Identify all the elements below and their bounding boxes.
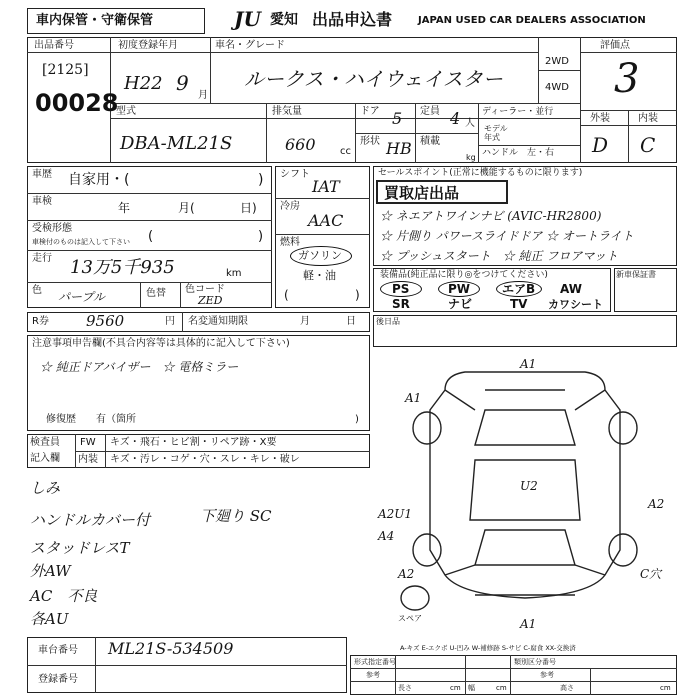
first-reg-label: 初度登録年月 <box>118 40 178 51</box>
stamp-text: 買取店出品 <box>384 184 460 202</box>
damage-mark-right-rear: C穴 <box>640 567 662 581</box>
damage-mark-left-door: A2U1 <box>378 507 413 521</box>
mileage-label: 走行 <box>32 253 52 264</box>
car-name-value: ルークス・ハイウェイスター <box>244 67 503 91</box>
model-value: DBA-ML21S <box>120 133 233 154</box>
storage-label: 車内保管・守衛保管 <box>36 13 154 28</box>
color-value: パープル <box>58 290 105 304</box>
car-history-label: 車歴 <box>32 169 52 180</box>
interior-check-items: キズ・汚レ・コゲ・穴・スレ・キレ・破レ <box>110 454 300 465</box>
car-history-close: ) <box>258 172 264 188</box>
after-items-label: 後日品 <box>376 317 400 326</box>
month-suffix: 月 <box>198 90 208 101</box>
equip-sr: SR <box>392 297 410 311</box>
color-code-value: ZED <box>198 294 223 307</box>
inspection-day: 日) <box>240 201 257 215</box>
dealer-label: ディーラー・並行 <box>482 107 554 117</box>
receipt-open: ( <box>148 229 154 244</box>
damage-mark-left-bottom: A2 <box>398 567 415 581</box>
caution-values: ☆ 純正ドアバイザー ☆ 電格ミラー <box>40 360 239 374</box>
repair-close: ) <box>355 414 359 425</box>
lot-label: 出品番号 <box>34 40 74 51</box>
interior-check-label: 内装 <box>78 454 98 465</box>
displacement-value: 660 <box>285 135 316 154</box>
two-wd: 2WD <box>545 56 569 67</box>
fuel-other-close: ) <box>355 288 360 302</box>
sales-point-2: ☆ 片側り パワースライドドア ☆ オートライト <box>380 229 634 243</box>
equip-tv: TV <box>510 297 528 311</box>
damage-mark-front: A1 <box>520 357 537 371</box>
damage-mark-left-front: A1 <box>405 391 422 405</box>
cc-unit: cc <box>340 146 351 157</box>
fw-items: キズ・飛石・ヒビ割・リペア跡・X要 <box>110 437 277 448</box>
seats-value: 4 <box>450 109 461 128</box>
fuel-label: 燃料 <box>280 237 300 248</box>
height-label: 高さ <box>560 684 574 692</box>
form-title: 出品申込書 <box>312 10 393 29</box>
sales-point-3: ☆ プッシュスタート ☆ 純正 フロアマット <box>380 249 618 263</box>
note-6: AC 不良 <box>30 587 98 605</box>
class-label: 類別区分番号 <box>514 658 556 666</box>
sales-point-1: ☆ ネエアトワインナビ (AVIC-HR2800) <box>380 209 602 223</box>
note-7: 各AU <box>30 610 69 628</box>
fw-label: FW <box>80 437 96 448</box>
handle-label: ハンドル 左・右 <box>482 148 555 158</box>
fuel-gasoline: ガソリン <box>298 249 342 262</box>
registration-label: 登録番号 <box>38 674 78 685</box>
inspector-label-a: 検査員 <box>30 437 60 448</box>
equip-pw: PW <box>448 282 471 296</box>
exterior-label: 外装 <box>590 113 610 124</box>
mileage-value: 13万5千935 <box>70 257 175 278</box>
receipt-close: ) <box>258 229 264 244</box>
damage-mark-rear: A1 <box>520 617 537 631</box>
equip-navi: ナビ <box>448 297 473 311</box>
color-code-label: 色コード <box>185 284 225 295</box>
ref-label-b: 参考 <box>540 671 554 679</box>
height-unit: cm <box>660 684 671 692</box>
color-change-label: 色替 <box>146 288 166 299</box>
damage-mark-right-door: A2 <box>648 497 665 511</box>
body-value: HB <box>386 139 412 158</box>
note-4: スタッドレスT <box>30 539 130 557</box>
chassis-value: ML21S-534509 <box>108 639 234 658</box>
seats-label: 定員 <box>420 106 440 117</box>
name-change-month: 月 <box>300 316 310 327</box>
yen-unit: 円 <box>165 316 175 327</box>
inspection-label: 車検 <box>32 196 52 207</box>
car-history-value: 自家用・( <box>68 172 130 188</box>
model-year-label: モデル 年式 <box>484 124 508 142</box>
rating-value: 3 <box>614 56 640 102</box>
interior-value: C <box>640 133 656 157</box>
car-name-label: 車名・グレード <box>215 40 285 51</box>
note-2: ハンドルカバー付 <box>30 511 151 529</box>
note-3: 下廻り SC <box>200 507 272 525</box>
load-label: 積載 <box>420 136 440 147</box>
width-label: 幅 <box>468 684 475 692</box>
lot-number: 00028 <box>35 89 119 117</box>
sales-points-header: セールスポイント(正常に機能するものに限ります) <box>378 168 583 178</box>
equip-ps: PS <box>392 282 410 296</box>
repair-label: 修復歴 有（箇所 <box>46 414 136 425</box>
logo-mark: JU <box>234 7 261 31</box>
association-name: JAPAN USED CAR DEALERS ASSOCIATION <box>418 15 646 26</box>
lot-sub-number: [2125] <box>42 62 89 78</box>
stamp-box <box>376 180 508 204</box>
receipt-note: 車検付のものは記入して下さい <box>32 238 130 246</box>
after-items-box <box>373 315 677 347</box>
recycle-label: R券 <box>32 316 49 327</box>
seats-unit: 人 <box>465 118 475 129</box>
org-name: 愛知 <box>270 12 298 28</box>
equip-airbag: エアB <box>502 282 536 296</box>
four-wd: 4WD <box>545 82 569 93</box>
interior-label: 内装 <box>638 113 658 124</box>
rating-label: 評価点 <box>600 40 630 51</box>
shift-label: シフト <box>280 169 310 180</box>
equip-leather: カワシート <box>548 298 603 311</box>
caution-label: 注意事項申告欄(不具合内容等は具体的に記入して下さい) <box>32 338 290 349</box>
displacement-label: 排気量 <box>272 106 302 117</box>
fuel-diesel: 軽・油 <box>303 269 336 282</box>
inspection-month: 月( <box>178 201 195 215</box>
kg-unit: kg <box>466 153 476 162</box>
chassis-label: 車台番号 <box>38 645 78 656</box>
note-5: 外AW <box>30 562 71 580</box>
storage-label-box <box>27 8 205 34</box>
name-change-label: 名変通知期限 <box>188 316 248 327</box>
equipment-header: 装備品(純正品に限り◎をつけてください) <box>380 270 548 280</box>
fuel-other-open: ( <box>284 288 289 302</box>
shift-value: IAT <box>312 177 340 196</box>
recycle-value: 9560 <box>86 312 125 330</box>
damage-legend: A-キズ E-エクボ U-凹み W-補修跡 S-サビ C-腐食 XX-交換済 <box>400 644 576 652</box>
doors-value: 5 <box>392 109 403 128</box>
first-reg-value: H22 <box>124 73 163 94</box>
note-1: しみ <box>30 479 61 497</box>
inspector-label-b: 記入欄 <box>30 453 60 464</box>
km-unit: km <box>226 268 242 279</box>
damage-mark-roof: U2 <box>520 479 538 493</box>
color-label: 色 <box>32 285 42 296</box>
spare-label: スペア <box>398 614 422 623</box>
model-label: 型式 <box>116 106 136 117</box>
ac-label: 冷房 <box>280 201 300 212</box>
ac-value: AAC <box>308 211 344 230</box>
length-unit: cm <box>450 684 461 692</box>
exterior-value: D <box>592 133 609 157</box>
equip-aw: AW <box>560 282 582 296</box>
name-change-day: 日 <box>346 316 356 327</box>
width-unit: cm <box>496 684 507 692</box>
ref-label-a: 参考 <box>366 671 380 679</box>
form-spec-label: 形式指定番号 <box>354 658 396 666</box>
receipt-label: 受検形態 <box>32 223 72 234</box>
body-label: 形状 <box>360 136 380 147</box>
length-label: 長さ <box>398 684 412 692</box>
first-reg-month: 9 <box>176 71 189 95</box>
new-warranty-label: 新車保証書 <box>616 270 656 279</box>
doors-label: ドア <box>360 106 380 117</box>
inspection-year: 年 <box>118 201 131 215</box>
damage-mark-left-rear: A4 <box>378 529 395 543</box>
